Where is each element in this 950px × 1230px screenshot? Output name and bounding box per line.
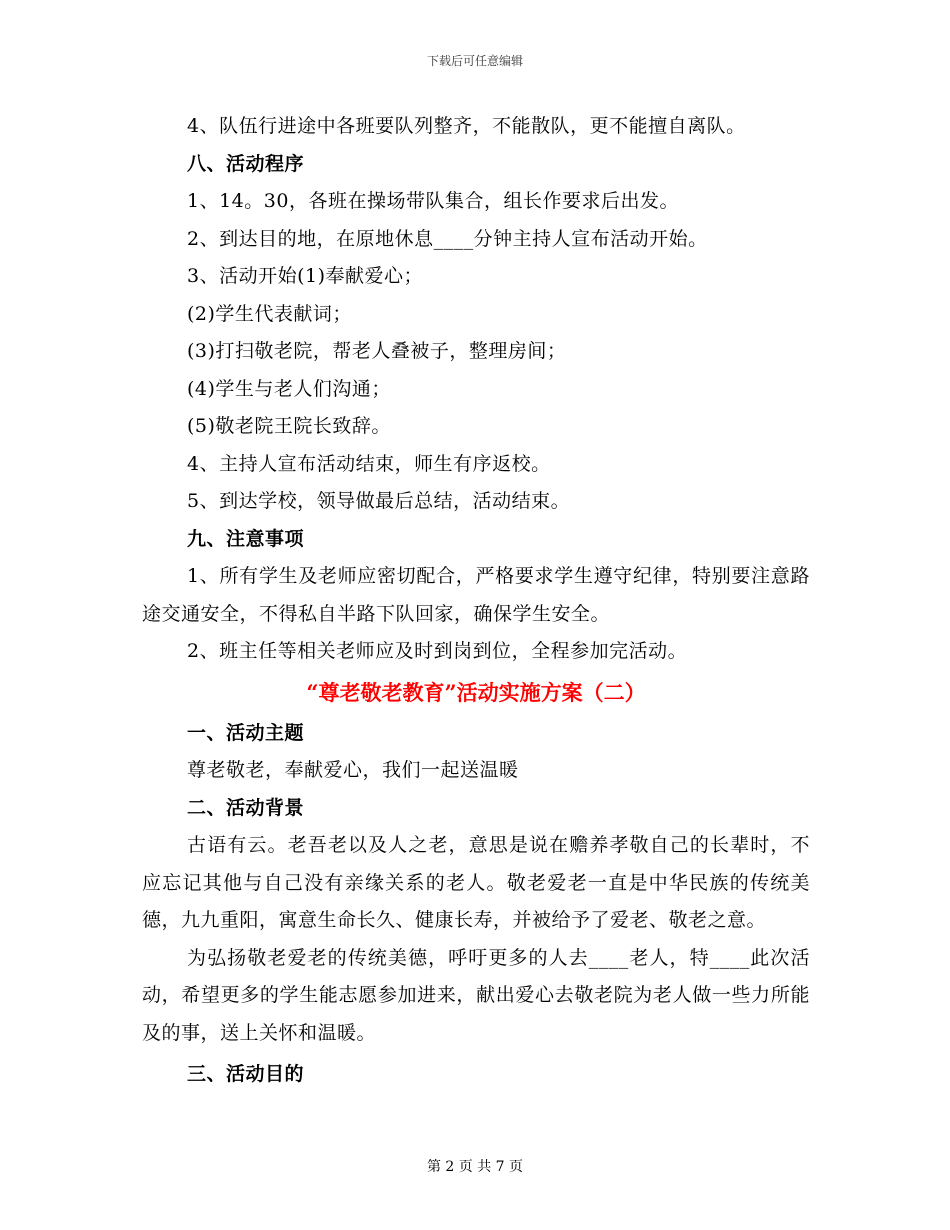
- list-item: 1、14。30，各班在操场带队集合，组长作要求后出发。: [187, 190, 679, 212]
- list-item: (5)敬老院王院长致辞。: [187, 415, 391, 437]
- section-heading: 九、注意事项: [187, 527, 305, 550]
- paragraph: 古语有云。老吾老以及人之老，意思是说在赡养孝敬自己的长辈时，不应忘记其他与自己没有亲缘关系的老人。敬老爱老一直是中华民族的传统美德，九九重阳，寓意生命长久、健康长寿，并被给予了爱老、敬老之意。: [142, 834, 810, 931]
- section-heading: 一、活动主题: [187, 721, 305, 744]
- list-item: 3、活动开始(1)奉献爱心；: [187, 265, 424, 287]
- list-item: 4、队伍行进途中各班要队列整齐，不能散队，更不能擅自离队。: [187, 115, 746, 137]
- list-item: (3)打扫敬老院，帮老人叠被子，整理房间；: [187, 340, 567, 362]
- section-heading: 二、活动背景: [187, 796, 305, 819]
- document-title: “尊老敬老教育”活动实施方案（二）: [306, 679, 646, 705]
- section-heading: 八、活动程序: [187, 152, 305, 175]
- paragraph: 1、所有学生及老师应密切配合，严格要求学生遵守纪律，特别要注意路途交通安全，不得私自半路下队回家，确保学生安全。: [142, 565, 810, 625]
- paragraph: 2、班主任等相关老师应及时到岗到位，全程参加完活动。: [187, 640, 688, 662]
- page-footer: 第 2 页 共 7 页: [426, 1159, 524, 1175]
- list-item: (2)学生代表献词；: [187, 302, 352, 325]
- list-item: 2、到达目的地，在原地休息____分钟主持人宣布活动开始。: [187, 227, 708, 250]
- page-header: 下载后可任意编辑: [426, 54, 523, 68]
- document-body: [142, 108, 810, 1094]
- paragraph: 尊老敬老，奉献爱心，我们一起送温暖: [187, 759, 519, 781]
- list-item: 4、主持人宣布活动结束，师生有序返校。: [187, 452, 551, 475]
- section-heading: 三、活动目的: [187, 1063, 305, 1085]
- list-item: (4)学生与老人们沟通；: [187, 377, 391, 400]
- list-item: 5、到达学校，领导做最后总结，活动结束。: [187, 490, 571, 512]
- paragraph: 为弘扬敬老爱老的传统美德，呼吁更多的人去____老人，特____此次活动，希望更多的学生能志愿参加进来，献出爱心去敬老院为老人做一些力所能及的事，送上关怀和温暖。: [142, 946, 810, 1044]
